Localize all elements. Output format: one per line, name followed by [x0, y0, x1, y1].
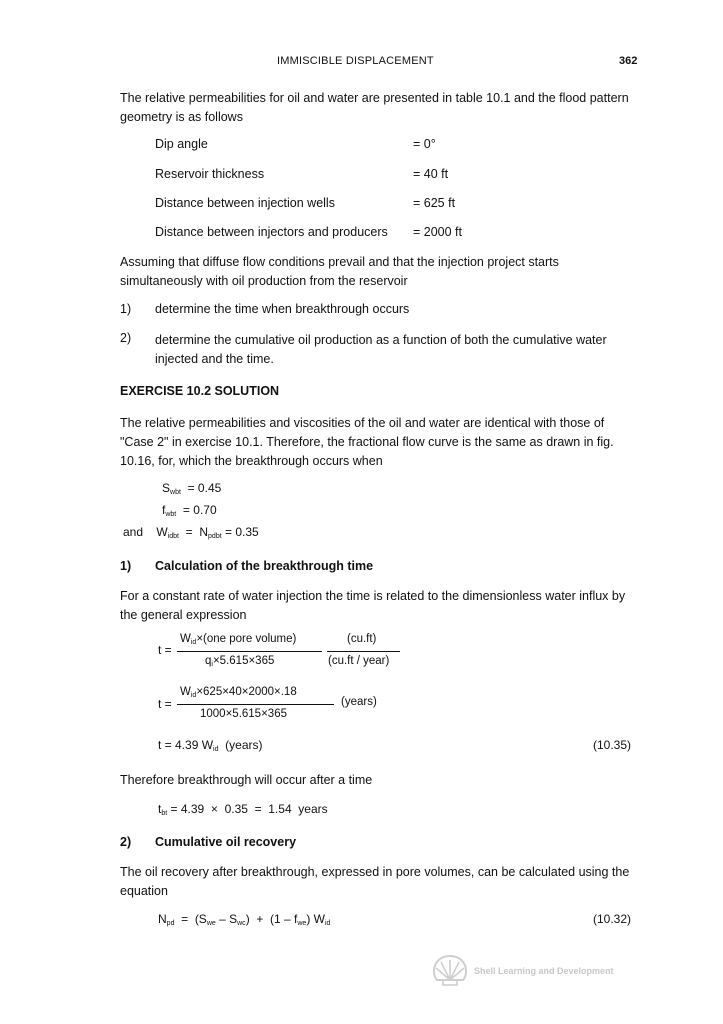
- eq2-unit: (years): [341, 696, 377, 708]
- eq3-reference: (10.35): [593, 738, 632, 752]
- eq1-numerator: $W_{id}\times(one$ pore volume): [180, 633, 297, 646]
- task-1-text: determine the time when breakthrough occurs: [155, 302, 410, 316]
- eq2-numerator: $W_{id}\times 625\times 40\times 2000\times.18$: [180, 686, 297, 699]
- eq1-lhs: t =: [158, 643, 172, 657]
- task-2-text: determine the cumulative oil production as a function of both the cumulative water injected and the time.: [155, 333, 607, 366]
- eq1-unit-bar: [327, 651, 400, 652]
- eq1-fraction-bar: [177, 651, 322, 652]
- section-1-paragraph: For a constant rate of water injection the time is related to the dimensionless water influx by the general expression: [120, 589, 626, 622]
- assumption-paragraph: Assuming that diffuse flow conditions prevail and that the injection project starts simultaneously with oil production from the reservoir: [120, 255, 559, 288]
- eq1-denominator: $q_i\times 5.615\times 365$: [205, 655, 275, 668]
- solution-heading: EXERCISE 10.2 SOLUTION: [120, 384, 280, 398]
- section-1-number: 1): [120, 559, 132, 573]
- geometry-value-dip: = 0°: [413, 137, 436, 151]
- section-2-paragraph: The oil recovery after breakthrough, expressed in pore volumes, can be calculated using the equation: [120, 865, 630, 898]
- task-1-number: 1): [120, 302, 132, 316]
- footer-brand-text: Shell Learning and Development: [474, 966, 614, 976]
- shell-logo-icon: [432, 954, 468, 986]
- solution-paragraph: The relative permeabilities and viscosities of the oil and water are identical with those of "Case 2" in exercise 10.1. Therefore, the fractional flow curve is the same as drawn in fig. 10.16, for, which the breakthrough occurs when: [120, 416, 614, 468]
- geometry-value-thickness: = 40 ft: [413, 167, 449, 181]
- page-number: 362: [619, 55, 638, 67]
- geometry-value-injectors-producers: = 2000 ft: [413, 225, 462, 239]
- therefore-text: Therefore breakthrough will occur after a time: [120, 773, 373, 787]
- geometry-label-thickness: Reservoir thickness: [155, 167, 265, 181]
- section-2-title: Cumulative oil recovery: [155, 835, 297, 849]
- geometry-label-injectors-producers: Distance between injectors and producers: [155, 225, 388, 239]
- fwbt-expression: $f_{wbt} = 0.70$: [162, 503, 217, 518]
- section-2-number: 2): [120, 835, 132, 849]
- geometry-value-injection-wells: = 625 ft: [413, 196, 456, 210]
- running-header: IMMISCIBLE DISPLACEMENT: [277, 55, 434, 67]
- geometry-label-injection-wells: Distance between injection wells: [155, 196, 335, 210]
- section-1-title: Calculation of the breakthrough time: [155, 559, 374, 573]
- eq1-unit-numerator: (cu.ft): [347, 633, 377, 645]
- eq2-denominator: 1000×5.615×365: [200, 708, 287, 720]
- tbt-expression: $t_{bt} = 4.39 \times 0.35 = 1.54$ years: [158, 802, 328, 817]
- swbt-expression: $S_{wbt} = 0.45$: [162, 481, 222, 496]
- intro-paragraph: The relative permeabilities for oil and water are presented in table 10.1 and the flood pattern geometry is as follows: [120, 91, 629, 124]
- eq3-expression: t = 4.39 $W_{id}$ (years): [158, 738, 263, 753]
- eq2-lhs: t =: [158, 697, 172, 711]
- npd-equation: $N_{pd} = (S_{we} - S_{wc}) + (1 - f_{we})$ $W_{id}$: [158, 912, 331, 927]
- npd-equation-reference: (10.32): [593, 912, 632, 926]
- eq2-fraction-bar: [177, 704, 334, 705]
- geometry-label-dip: Dip angle: [155, 137, 208, 151]
- widbt-expression: and $W_{idbt} = N_{pdbt} = 0.35$: [123, 525, 259, 540]
- eq1-unit-denominator: (cu.ft / year): [328, 655, 390, 667]
- task-2-number: 2): [120, 331, 132, 345]
